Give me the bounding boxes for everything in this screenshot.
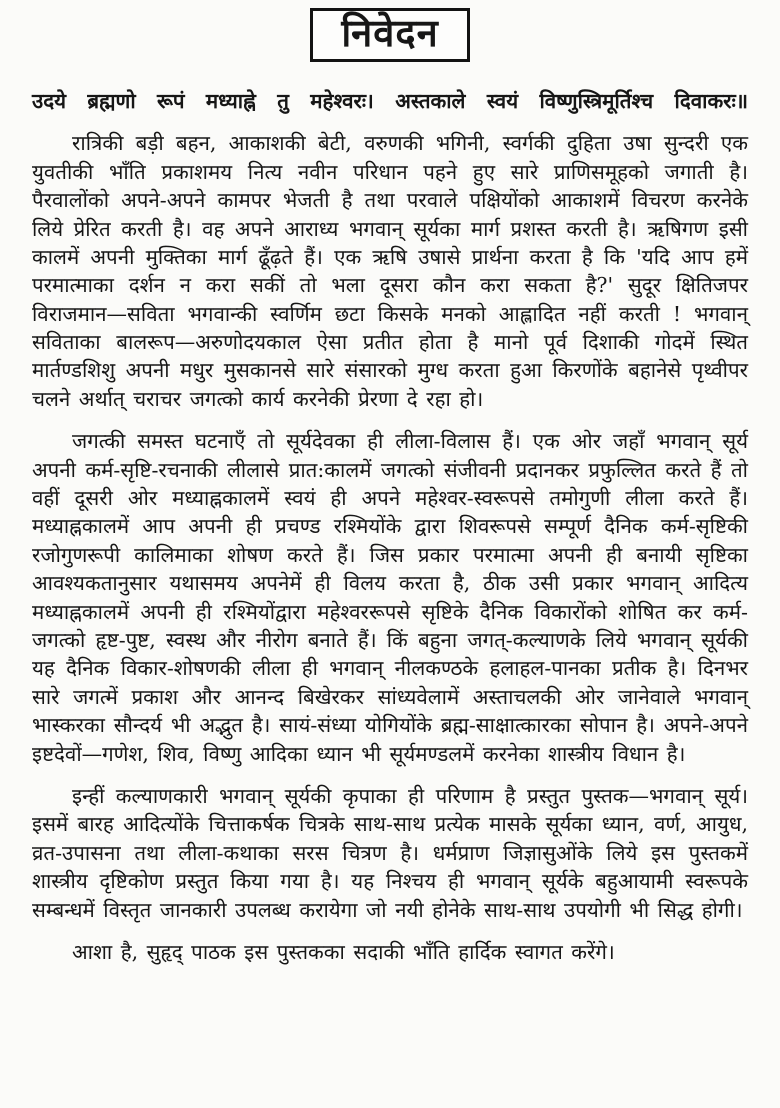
sanskrit-verse: उदये ब्रह्मणो रूपं मध्याह्ने तु महेश्वरः। अस्तकाले स्वयं विष्णुस्त्रिमूर्तिश्च दिवाकरः॥ bbox=[32, 88, 748, 113]
paragraph-3: इन्हीं कल्याणकारी भगवान् सूर्यकी कृपाका ही परिणाम है प्रस्तुत पुस्तक—भगवान् सूर्य। इसमें बारह आदित्योंके चित्ताकर्षक चित्रके साथ-साथ प्रत्येक मासके सूर्यका ध्यान, वर्ण, आयुध, व्रत-उपासना तथा लीला-कथाका सरस चित्रण है। धर्मप्राण जिज्ञासुओंके लिये इस पुस्तकमें शास्त्रीय दृष्टिकोण प्रस्तुत किया गया है। यह निश्चय ही भगवान् सूर्यके बहुआयामी स्वरूपके सम्बन्धमें विस्तृत जानकारी उपलब्ध करायेगा जो नयी होनेके साथ-साथ उपयोगी भी सिद्ध होगी। bbox=[32, 783, 748, 922]
paragraph-4: आशा है, सुहृद् पाठक इस पुस्तकका सदाकी भाँति हार्दिक स्वागत करेंगे। bbox=[72, 939, 615, 964]
title-box bbox=[310, 8, 469, 62]
paragraph-1: रात्रिकी बड़ी बहन, आकाशकी बेटी, वरुणकी भगिनी, स्वर्गकी दुहिता उषा सुन्दरी एक युवतीकी भाँति प्रकाशमय नित्य नवीन परिधान पहने हुए सारे प्राणिसमूहको जगाती है। पैरवालोंको अपने-अपने कामपर भेजती है तथा परवाले पक्षियोंको आकाशमें विचरण करनेके लिये प्रेरित करती है। वह अपने आराध्य भगवान् सूर्यका मार्ग प्रशस्त करती है। ऋषिगण इसी कालमें अपनी मुक्तिका मार्ग ढूँढ़ते हैं। एक ऋषि उषासे प्रार्थना करता है कि 'यदि आप हमें परमात्माका दर्शन न करा सकीं तो भला दूसरा कौन करा सकता है?' सुदूर क्षितिजपर विराजमान—सविता भगवान्की स्वर्णिम छटा किसके मनको आह्लादित नहीं करती ! भगवान् सविताका बालरूप—अरुणोदयकाल ऐसा प्रतीत होता है मानो पूर्व दिशाकी गोदमें स्थित मार्तण्डशिशु अपनी मधुर मुसकानसे सारे संसारको मुग्ध करता हुआ किरणोंके बहानेसे पृथ्वीपर चलने अर्थात् चराचर जगत्को कार्य करनेकी प्रेरणा दे रहा हो। bbox=[32, 131, 748, 411]
paragraph-2: जगत्की समस्त घटनाएँ तो सूर्यदेवका ही लीला-विलास हैं। एक ओर जहाँ भगवान् सूर्य अपनी कर्म-सृष्टि-रचनाकी लीलासे प्रात:कालमें जगत्को संजीवनी प्रदानकर प्रफुल्लित करते हैं तो वहीं दूसरी ओर मध्याह्नकालमें स्वयं ही अपने महेश्वर-स्वरूपसे तमोगुणी लीला करते हैं। मध्याह्नकालमें आप अपनी ही प्रचण्ड रश्मियोंके द्वारा शिवरूपसे सम्पूर्ण दैनिक कर्म-सृष्टिकी रजोगुणरूपी कालिमाका शोषण करते हैं। जिस प्रकार परमात्मा अपनी ही बनायी सृष्टिका आवश्यकतानुसार यथासमय अपनेमें ही विलय करता है, ठीक उसी प्रकार भगवान् आदित्य मध्याह्नकालमें अपनी ही रश्मियोंद्वारा महेश्वररूपसे सृष्टिके दैनिक विकारोंको शोषित कर कर्म-जगत्को हृष्ट-पुष्ट, स्वस्थ और नीरोग बनाते हैं। किं बहुना जगत्-कल्याणके लिये भगवान् सूर्यकी यह दैनिक विकार-शोषणकी लीला ही भगवान् नीलकण्ठके हलाहल-पानका प्रतीक है। दिनभर सारे जगत्में प्रकाश और आनन्द बिखेरकर सांध्यवेलामें अस्ताचलकी ओर जानेवाले भगवान् भास्करका सौन्दर्य भी अद्भुत है। सायं-संध्या योगियोंके ब्रह्म-साक्षात्कारका सोपान है। अपने-अपने इष्टदेवों—गणेश, शिव, विष्णु आदिका ध्यान भी सूर्यमण्डलमें करनेका शास्त्रीय विधान है। bbox=[32, 429, 748, 766]
page-title: निवेदन bbox=[341, 10, 439, 55]
body-text bbox=[32, 129, 748, 966]
